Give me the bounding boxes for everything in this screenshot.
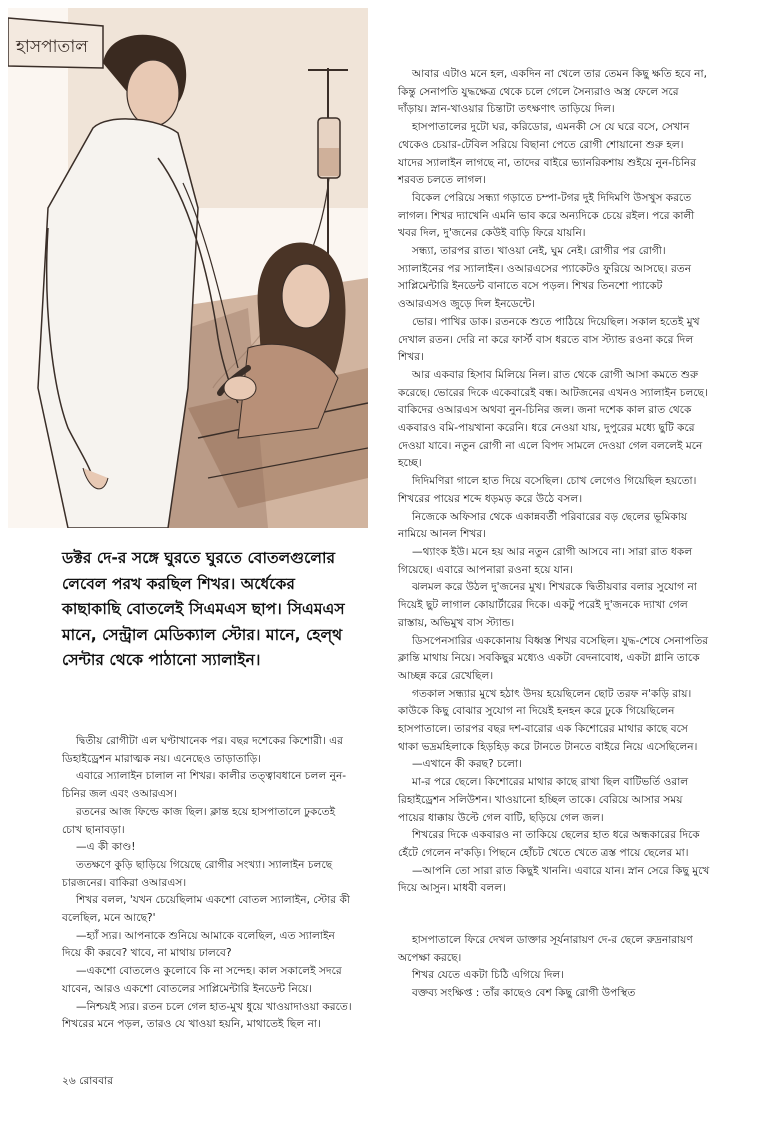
- hospital-sign: [8, 18, 103, 68]
- paragraph: ততক্ষণে কুড়ি ছাড়িয়ে গিয়েছে রোগীর সংখ্যা। স্যালাইন চলছে চারজনের। বাকিরা ওআরএস।: [62, 858, 333, 889]
- story-illustration: [8, 8, 368, 528]
- paragraph: ঝলমল করে উঠল দু'জনের মুখ। শিখরকে দ্বিতীয়বার বলার সুযোগ না দিয়েই ছুট লাগাল কোয়ার্টারের দিকে। একটু পরেই দু'জনকে দ্যাখা গেল রাস্তায়, অভিমুখ বাস স্ট্যান্ড।: [398, 581, 697, 629]
- paragraph: শিখরের দিকে একবারও না তাকিয়ে ছেলের হাত ধরে অন্ধকারের দিকে হেঁটে গেলেন ন'কড়ি। পিছনে হোঁচট খেতে খেতে ত্রস্ত পায়ে ছেলের মা।: [398, 829, 700, 859]
- paragraph: —একশো বোতলেও কুলোবে কি না সন্দেহ। কাল সকালেই সদরে যাবেন, আরও একশো বোতলের সাপ্লিমেন্টারি ইনডেন্ট নিয়ে।: [62, 965, 342, 995]
- paragraph: —হ্যাঁ স্যর। আপনাকে শুনিয়ে আমাকে বলেছিল, এত স্যালাইন দিয়ে কী করবে? খাবে, না মাথায় ঢালবে?: [62, 929, 335, 960]
- doctor-patient-drawing: [8, 8, 368, 528]
- paragraph: —থ্যাংক ইউ। মনে হয় আর নতুন রোগী আসবে না। সারা রাত ধকল গিয়েছে। এবারে আপনারা রওনা হয়ে যান।: [398, 545, 693, 576]
- paragraph: নিজেকে অফিসার থেকে একান্নবর্তী পরিবারের বড় ছেলের ভূমিকায় নামিয়ে আনল শিখর।: [398, 510, 688, 541]
- paragraph: সন্ধ্যা, তারপর রাত। খাওয়া নেই, ঘুম নেই। রোগীর পর রোগী। স্যালাইনের পর স্যালাইন। ওআরএসের প্যাকেটও ফুরিয়ে আসছে। রতন সাপ্লিমেন্টারি ইনডেন্ট বানাতে বসে পড়ল। শিখর তিনশো প্যাকেট ওআরএসও জুড়ে দিল ইনডেন্টে।: [398, 245, 692, 311]
- paragraph: বিকেল পেরিয়ে সন্ধ্যা গড়াতে চম্পা-টগর দুই দিদিমণি উসখুস করতে লাগল। শিখর দ্যাখেনি এমনি ভাব করে অন্যদিকে চেয়ে রইল। পরে কালী খবর দিল, দু'জনের কেউই বাড়ি ফিরে যায়নি।: [398, 191, 695, 240]
- left-column: [62, 733, 354, 1034]
- page-folio: ২৬ রোববার: [62, 1075, 114, 1087]
- paragraph: —আপনি তো সারা রাত কিছুই খাননি। এবারে যান। স্নান সেরে কিছু মুখে দিয়ে আসুন। মাধবী বলল।: [398, 864, 710, 895]
- paragraph: হাসপাতালের দুটো ঘর, করিডোর, এমনকী সে যে ঘরে বসে, সেখান থেকেও চেয়ার-টেবিল সরিয়ে বিছানা পেতে রোগী শোয়ানো শুরু হল। যাদের স্যালাইন লাগছে না, তাদের বাইরে ভ্যানরিকশায় শুইয়ে নুন-চিনির শরবত চলতে লাগল।: [398, 121, 697, 187]
- paragraph: —নিশ্চয়ই স্যর। রতন চলে গেল হাত-মুখ ধুয়ে খাওয়াদাওয়া করতে। শিখরের মনে পড়ল, তারও যে খাওয়া হয়নি, মাথাতেই ছিল না।: [62, 1000, 352, 1031]
- paragraph: শিখর বলল, 'যখন চেয়েছিলাম একশো বোতল স্যালাইন, স্টোর কী বলেছিল, মনে আছে?': [62, 894, 350, 925]
- paragraph: ভোর। পাখির ডাক। রতনকে শুতে পাঠিয়ে দিয়েছিল। সকাল হতেই মুখ দেখাল রতন। দেরি না করে ফার্স্ট বাস ধরতে বাস স্ট্যান্ড রওনা করে দিল শিখর।: [398, 315, 700, 364]
- paragraph: —এখানে কী করছ? চলো।: [412, 758, 522, 771]
- right-column: [398, 66, 710, 1003]
- paragraph: বক্তব্য সংক্ষিপ্ত : তাঁর কাছেও বেশ কিছু রোগী উপস্থিত: [412, 987, 636, 1000]
- pull-quote: ডক্টর দে-র সঙ্গে ঘুরতে ঘুরতে বোতলগুলোর লেবেল পরখ করছিল শিখর। অর্ধেকের কাছাকাছি বোতলেই সিএমএস ছাপ। সিএমএস মানে, সেন্ট্রাল মেডিক্যাল স্টোর। মানে, হেল্থ সেন্টার থেকে পাঠানো স্যালাইন।: [62, 549, 345, 669]
- paragraph: আবার এটাও মনে হল, একদিন না খেলে তার তেমন কিছু ক্ষতি হবে না, কিন্তু সেনাপতি যুদ্ধক্ষেত্র থেকে চলে গেলে সৈন্যরাও অস্ত্র ফেলে সরে দাঁড়ায়। স্নান-খাওয়ার চিন্তাটা তৎক্ষণাৎ তাড়িয়ে দিল।: [398, 68, 707, 116]
- sign-text: হাসপাতাল: [16, 37, 88, 57]
- paragraph: এবারে স্যালাইন চালাল না শিখর। কালীর তত্ত্বাবধানে চলল নুন-চিনির জল এবং ওআরএস।: [62, 770, 347, 801]
- paragraph: মা-র পরে ছেলে। কিশোরের মাথার কাছে রাখা ছিল বাটিভর্তি ওরাল রিহাইড্রেশন সলিউশন। খাওয়ানো হচ্ছিল তাকে। বেরিয়ে আসার সময় পায়ের ধাক্কায় উল্টে গেল বাটি, ছড়িয়ে গেল জল।: [398, 776, 689, 824]
- paragraph: হাসপাতালে ফিরে দেখল ডাক্তার সূর্যনারায়ণ দে-র ছেলে রুদ্রনারায়ণ অপেক্ষা করছে।: [398, 934, 693, 964]
- paragraph: গতকাল সন্ধ্যার মুখে হঠাৎ উদয় হয়েছিলেন ছোট তরফ ন'কড়ি রায়। কাউকে কিছু বোঝার সুযোগ না দিয়েই হনহন করে ঢুকে গিয়েছিলেন হাসপাতালে। তারপর বছর দশ-বারোর এক কিশোরের মাথার কাছে বসে থাকা ভদ্রমহিলাকে হিড়হিড় করে টানতে টানতে বাইরে নিয়ে এসেছিলেন।: [398, 687, 698, 753]
- paragraph: আর একবার হিসাব মিলিয়ে নিল। রাত থেকে রোগী আসা কমতে শুরু করেছে। ভোরের দিকে একেবারেই বন্ধ। আটজনের এখনও স্যালাইন চলছে। বাকিদের ওআরএস অথবা নুন-চিনির জল। জনা দশেক কাল রাত থেকে একবারও বমি-পায়খানা করেনি। ধরে নেওয়া যায়, দুপুরের মধ্যে ছুটি করে দেওয়া যাবে। নতুন রোগী না এলে বিপদ সামলে দেওয়া গেল বললেই মনে হচ্ছে।: [398, 368, 708, 470]
- paragraph: দিদিমণিরা গালে হাত দিয়ে বসেছিল। চোখ লেগেও গিয়েছিল হয়তো। শিখরের পায়ের শব্দে ধড়মড় করে উঠে বসল।: [398, 475, 697, 505]
- paragraph: শিখর যেতে একটা চিঠি এগিয়ে দিল।: [412, 969, 565, 982]
- paragraph: ডিসপেনসারির এককোনায় বিধ্বস্ত শিখর বসেছিল। যুদ্ধ-শেষে সেনাপতির ক্লান্তি মাথায় নিয়ে। সবকিছুর মধ্যেও একটা বেদনাবোধ, একটা গ্লানি তাকে আচ্ছন্ন করে রেখেছিল।: [398, 634, 709, 682]
- paragraph: দ্বিতীয় রোগীটা এল ঘণ্টাখানেক পর। বছর দশেকের কিশোরী। এর ডিহাইড্রেশন মারাত্মক নয়। এনেছেও তাড়াতাড়ি।: [62, 735, 343, 765]
- paragraph: রতনের আজ ফিল্ডে কাজ ছিল। ক্লান্ত হয়ে হাসপাতালে ঢুকতেই চোখ ছানাবড়া।: [62, 805, 336, 836]
- paragraph: —এ কী কাণ্ড!: [76, 841, 136, 854]
